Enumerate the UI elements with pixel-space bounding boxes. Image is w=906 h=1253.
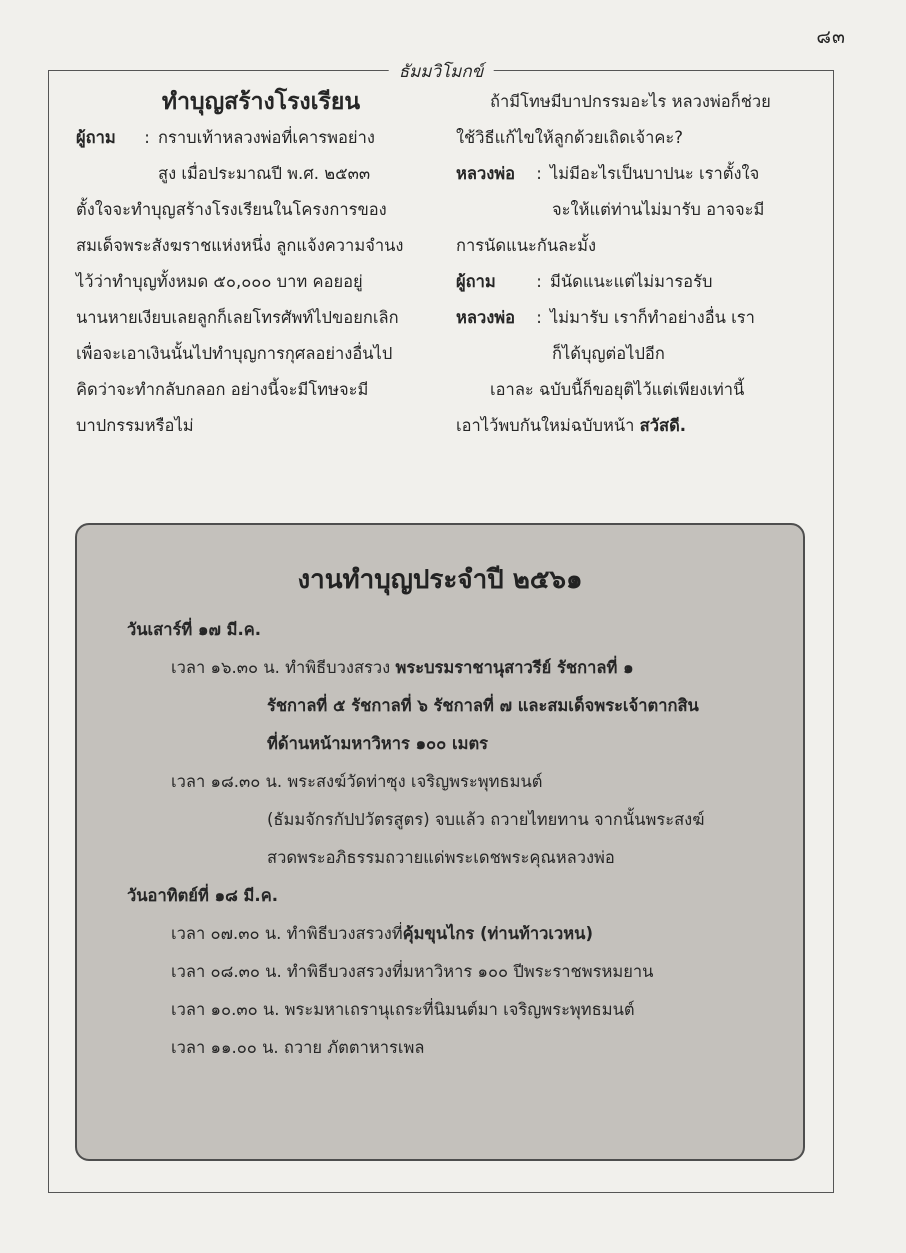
speaker-label: หลวงพ่อ (456, 164, 516, 183)
schedule-time-text: เวลา ๑๖.๓๐ น. ทำพิธีบวงสรวง (171, 658, 391, 677)
schedule-item: เวลา ๐๘.๓๐ น. ทำพิธีบวงสรวงที่มหาวิหาร ๑๐๐ ปีพระราชพรหมยาน (171, 962, 654, 981)
day-2-label: วันอาทิตย์ที่ ๑๘ มี.ค. (127, 886, 278, 905)
answer-1-line: ไม่มีอะไรเป็นบาปนะ เราตั้งใจ (550, 164, 760, 183)
question-1-line: นานหายเงียบเลยลูกก็เลยโทรศัพท์ไปขอยกเลิก (76, 308, 399, 327)
question-2 (456, 264, 828, 300)
question-1-line: ตั้งใจจะทำบุญสร้างโรงเรียนในโครงการของ (76, 200, 387, 219)
schedule-continued: สวดพระอภิธรรมถวายแด่พระเดชพระคุณหลวงพ่อ (267, 848, 615, 867)
question-1-first-line (76, 120, 446, 156)
question-1-line: สมเด็จพระสังฆราชแห่งหนึ่ง ลูกแจ้งความจำนง (76, 236, 404, 255)
closing-line: เอาละ ฉบับนี้ก็ขอยุติไว้แต่เพียงเท่านี้ (490, 380, 745, 399)
page-number: ๘๓ (816, 26, 846, 48)
speaker-label: ผู้ถาม (456, 272, 496, 291)
article-right-column (456, 84, 828, 444)
schedule-bold-continued: ที่ด้านหน้ามหาวิหาร ๑๐๐ เมตร (267, 734, 489, 753)
speaker-label: ผู้ถาม (76, 128, 116, 147)
day-1-label: วันเสาร์ที่ ๑๗ มี.ค. (127, 620, 262, 639)
speaker-label: หลวงพ่อ (456, 308, 516, 327)
answer-1-line: การนัดแนะกันละมั้ง (456, 236, 597, 255)
speaker-colon: : (144, 128, 150, 147)
answer-2-first-line (456, 300, 828, 336)
schedule-bold-text: คุ้มขุนไกร (ท่านท้าวเวหน) (402, 924, 593, 943)
schedule-item: เวลา ๑๐.๓๐ น. พระมหาเถรานุเถระที่นิมนต์มา เจริญพระพุทธมนต์ (171, 1000, 635, 1019)
schedule-bold-continued: รัชกาลที่ ๕ รัชกาลที่ ๖ รัชกาลที่ ๗ และสมเด็จพระเจ้าตากสิน (267, 696, 699, 715)
question-1-line: คิดว่าจะทำกลับกลอก อย่างนี้จะมีโทษจะมี (76, 380, 369, 399)
question-1-line: เพื่อจะเอาเงินนั้นไปทำบุญการกุศลอย่างอื่นไป (76, 344, 393, 363)
schedule-item: เวลา ๑๘.๓๐ น. พระสงฆ์วัดท่าซุง เจริญพระพุทธมนต์ (171, 772, 543, 791)
closing-greeting: สวัสดี. (639, 416, 687, 435)
merit-event-notice (75, 523, 805, 1161)
question-1-line: กราบเท้าหลวงพ่อที่เคารพอย่าง (158, 128, 375, 147)
journal-name: ธัมมวิโมกข์ (389, 58, 494, 85)
speaker-colon: : (536, 308, 542, 327)
notice-title: งานทำบุญประจำปี ๒๕๖๑ (297, 565, 583, 595)
article-title: ทำบุญสร้างโรงเรียน (161, 88, 361, 115)
speaker-colon: : (536, 272, 542, 291)
question-1-continued: ใช้วิธีแก้ไขให้ลูกด้วยเถิดเจ้าคะ? (456, 128, 684, 147)
question-1-line: สูง เมื่อประมาณปี พ.ศ. ๒๕๓๓ (158, 164, 371, 183)
answer-2-line: ก็ได้บุญต่อไปอีก (552, 344, 665, 363)
question-1-line: บาปกรรมหรือไม่ (76, 416, 194, 435)
schedule-bold-text: พระบรมราชานุสาวรีย์ รัชกาลที่ ๑ (395, 658, 634, 677)
question-2-text: มีนัดแนะแต่ไม่มารอรับ (550, 272, 713, 291)
notice-body (127, 611, 797, 1067)
schedule-continued: (ธัมมจักรกัปปวัตรสูตร) จบแล้ว ถวายไทยทาน จากนั้นพระสงฆ์ (267, 810, 705, 829)
answer-1-first-line (456, 156, 828, 192)
schedule-item (127, 915, 797, 953)
schedule-item (127, 649, 797, 687)
question-1-continued: ถ้ามีโทษมีบาปกรรมอะไร หลวงพ่อก็ช่วย (490, 92, 771, 111)
schedule-item: เวลา ๑๑.๐๐ น. ถวาย ภัตตาหารเพล (171, 1038, 425, 1057)
closing-line-2 (456, 408, 828, 444)
question-1-line: ไว้ว่าทำบุญทั้งหมด ๕๐,๐๐๐ บาท คอยอยู่ (76, 272, 363, 291)
answer-2-line: ไม่มารับ เราก็ทำอย่างอื่น เรา (550, 308, 755, 327)
answer-1-line: จะให้แต่ท่านไม่มารับ อาจจะมี (552, 200, 765, 219)
closing-text: เอาไว้พบกันใหม่ฉบับหน้า (456, 416, 635, 435)
schedule-time-text: เวลา ๐๗.๓๐ น. ทำพิธีบวงสรวงที่ (171, 924, 403, 943)
article-left-column (76, 84, 446, 444)
speaker-colon: : (536, 164, 542, 183)
